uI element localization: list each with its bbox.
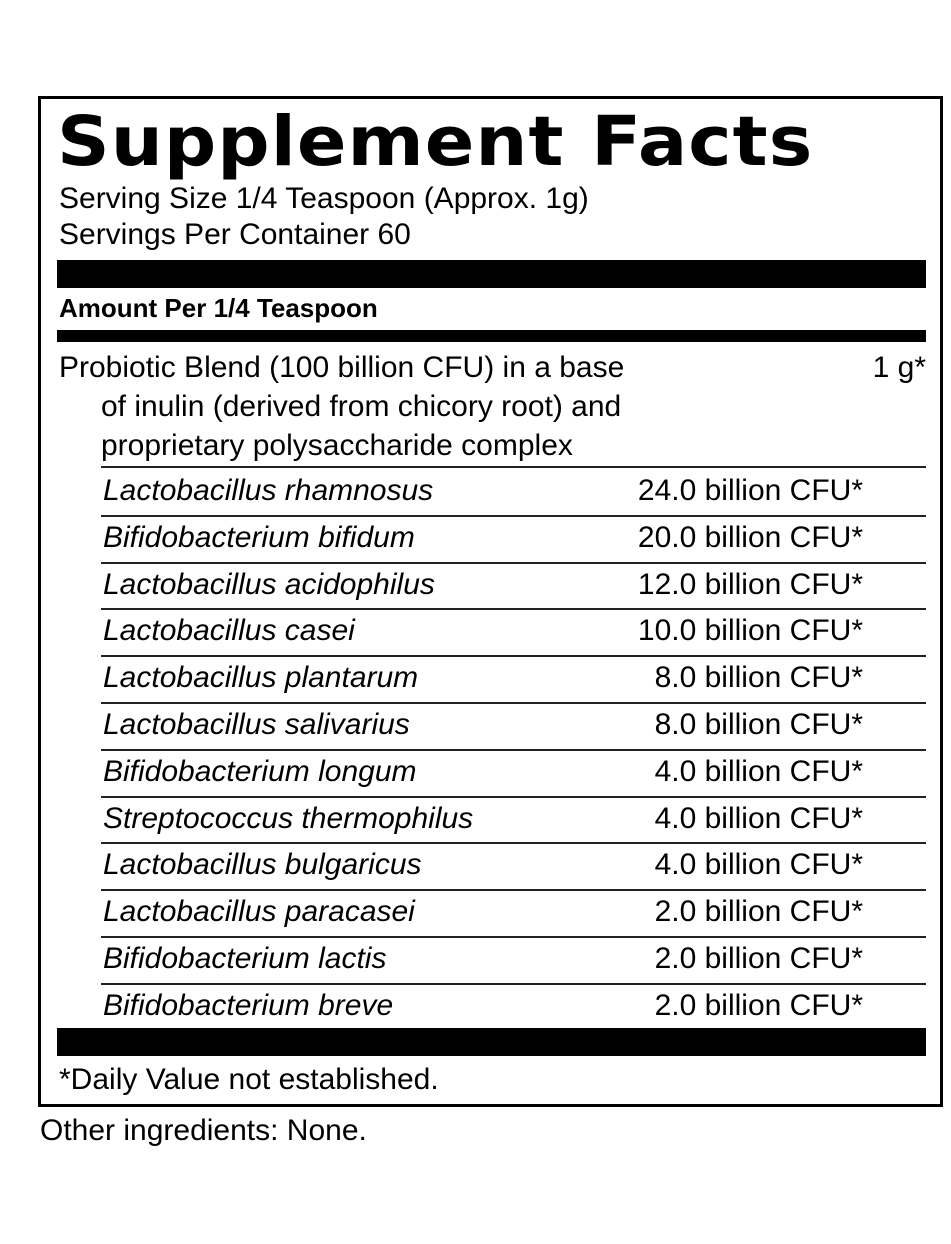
strain-amount: 2.0 billion CFU* [654, 989, 863, 1022]
strain-name: Bifidobacterium longum [103, 755, 417, 788]
blend-line-3: proprietary polysaccharide complex [101, 429, 573, 462]
daily-value-footnote: *Daily Value not established. [59, 1063, 439, 1096]
strain-row [101, 749, 926, 795]
strain-row [101, 936, 926, 982]
strain-name: Lactobacillus casei [103, 614, 355, 647]
strain-name: Lactobacillus bulgaricus [103, 848, 422, 881]
strain-row [101, 468, 926, 514]
strain-name: Lactobacillus paracasei [103, 895, 415, 928]
strain-amount: 8.0 billion CFU* [654, 708, 863, 741]
medium-divider [57, 330, 926, 342]
supplement-facts-panel [38, 96, 943, 1107]
strain-row [101, 515, 926, 561]
strain-name: Lactobacillus plantarum [103, 661, 419, 694]
strain-row [101, 702, 926, 748]
strain-amount: 2.0 billion CFU* [654, 942, 863, 975]
strain-amount: 4.0 billion CFU* [654, 802, 863, 835]
strain-amount: 20.0 billion CFU* [637, 521, 863, 554]
strain-row [101, 842, 926, 888]
strain-row [101, 796, 926, 842]
serving-size: Serving Size 1/4 Teaspoon (Approx. 1g) [59, 182, 589, 215]
strain-amount: 4.0 billion CFU* [654, 848, 863, 881]
thick-divider [57, 260, 926, 288]
strain-amount: 8.0 billion CFU* [654, 661, 863, 694]
strain-row [101, 608, 926, 654]
bottom-thick-divider [57, 1028, 926, 1056]
blend-line-2: of inulin (derived from chicory root) and [101, 390, 622, 423]
strain-amount: 10.0 billion CFU* [637, 614, 863, 647]
blend-amount: 1 g* [872, 351, 926, 384]
strain-amount: 4.0 billion CFU* [654, 755, 863, 788]
strain-name: Lactobacillus rhamnosus [103, 474, 434, 507]
other-ingredients: Other ingredients: None. [40, 1114, 367, 1147]
strain-row [101, 889, 926, 935]
strain-name: Lactobacillus salivarius [103, 708, 410, 741]
strain-amount: 12.0 billion CFU* [637, 568, 863, 601]
strain-amount: 2.0 billion CFU* [654, 895, 863, 928]
strain-name: Lactobacillus acidophilus [103, 568, 435, 601]
strain-row [101, 562, 926, 608]
strain-name: Bifidobacterium lactis [103, 942, 387, 975]
strain-name: Bifidobacterium bifidum [103, 521, 415, 554]
servings-per-container: Servings Per Container 60 [59, 218, 411, 251]
strain-row [101, 983, 926, 1029]
panel-title: Supplement Facts [57, 102, 814, 182]
strain-name: Streptococcus thermophilus [103, 802, 474, 835]
blend-line-1: Probiotic Blend (100 billion CFU) in a base [59, 351, 625, 384]
amount-per-header: Amount Per 1/4 Teaspoon [59, 293, 378, 323]
strain-row [101, 655, 926, 701]
strain-name: Bifidobacterium breve [103, 989, 394, 1022]
strain-amount: 24.0 billion CFU* [637, 474, 863, 507]
